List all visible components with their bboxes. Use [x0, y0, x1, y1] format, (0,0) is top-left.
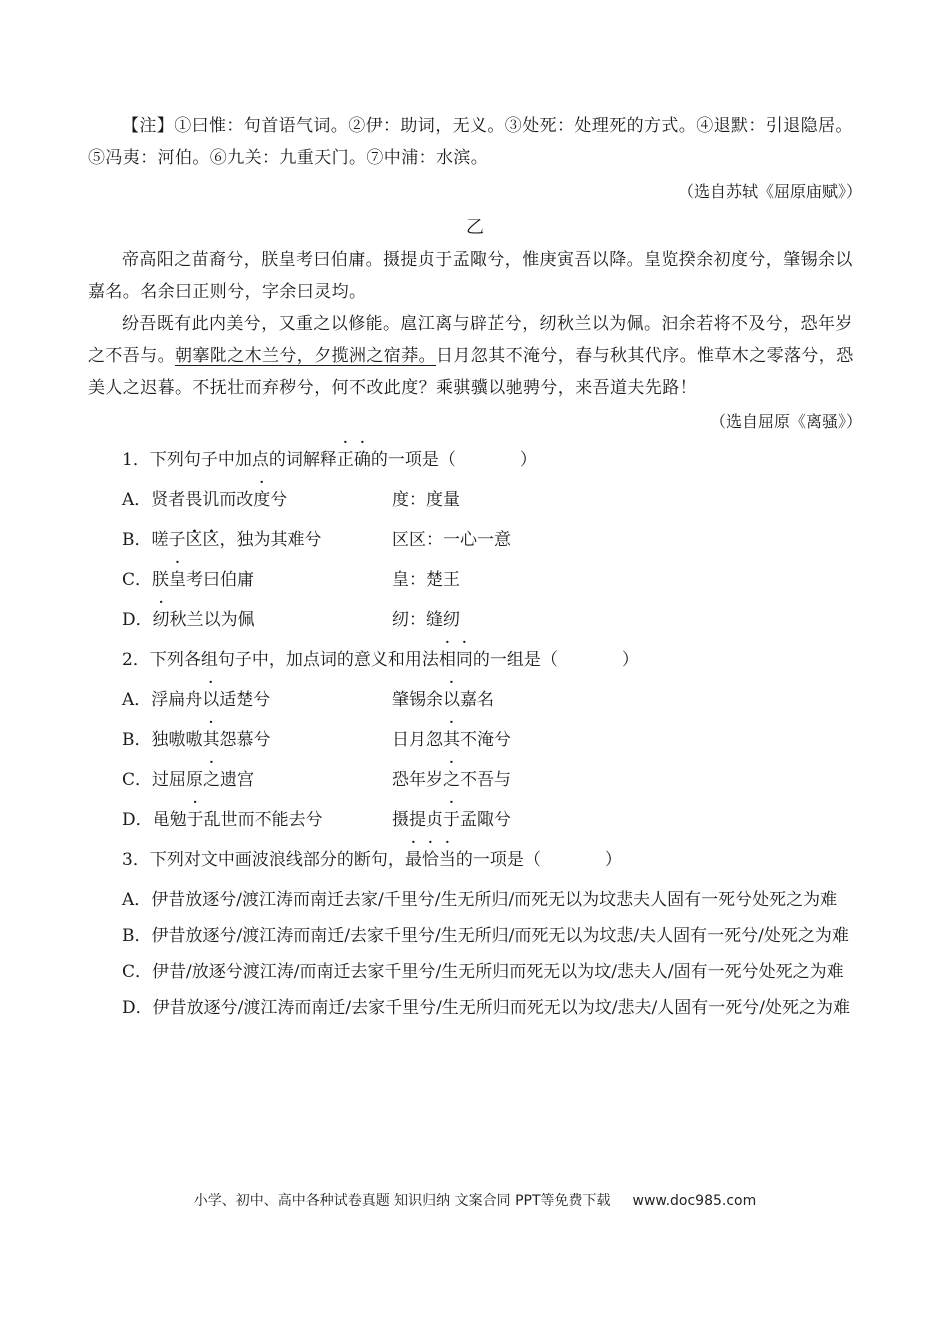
note-text: 【注】①曰惟：句首语气词。②伊：助词，无义。③处死：处理死的方式。④退默：引退隐居。⑤冯夷：河伯。⑥九关：九重天门。⑦中浦：水滨。 — [88, 116, 853, 168]
q3-option-a[interactable]: A．伊昔放逐兮/渡江涛而南迁去家/千里兮/生无所归/而死无以为坟悲夫人固有一死兮处死之为难 — [122, 890, 838, 910]
q1-option-b[interactable]: B．嗟子区区，独为其难兮 区区：一心一意 — [122, 530, 511, 550]
q3-dotted-char: 恰 — [421, 850, 439, 870]
q3-stem-text: 3．下列对文中画波浪线部分的断句， — [122, 850, 405, 870]
passage-paragraph-2 — [88, 308, 862, 404]
passage-source: （选自屈原《离骚》） — [709, 412, 862, 431]
q3-option-d[interactable]: D．伊昔放逐兮/渡江涛而南迁/去家千里兮/生无所归而死无以为坟/悲夫/人固有一死兮/处死之为难 — [122, 998, 850, 1018]
q2-option-a[interactable]: A．浮扁舟以适楚兮 肇锡余以嘉名 — [122, 690, 494, 710]
question-2-stem — [88, 640, 862, 680]
q2-stem-text: 2．下列各组句子中，加点词的意义和用法 — [122, 650, 439, 670]
q1-stem-text: 的一项是（ — [370, 450, 456, 470]
q2-stem-text: 的一组是（ — [472, 650, 558, 670]
passage-underlined-sentence: 朝搴阰之木兰兮，夕揽洲之宿莽。 — [175, 346, 436, 366]
footer-link[interactable]: www.doc985.com — [632, 1193, 757, 1209]
q2-stem-close: ） — [621, 650, 639, 670]
q2-option-d[interactable]: D．黾勉于乱世而不能去兮 摄提贞于孟陬兮 — [122, 810, 511, 830]
page-footer — [0, 1190, 950, 1210]
q3-option-c[interactable]: C．伊昔/放逐兮渡江涛/而南迁去家千里兮/生无所归而死无以为坟/悲夫人/固有一死兮处死之为难 — [122, 962, 844, 982]
document-page — [88, 110, 862, 1024]
q2-dotted-char: 相 — [438, 650, 456, 670]
passage-paragraph-1: 帝高阳之苗裔兮，朕皇考曰伯庸。摄提贞于孟陬兮，惟庚寅吾以降。皇览揆余初度兮，肇锡余以嘉名。名余曰正则兮，字余曰灵均。 — [88, 250, 853, 302]
footer-text: 小学、初中、高中各种试卷真题 知识归纳 文案合同 PPT等免费下载 — [193, 1193, 611, 1209]
q1-option-c[interactable]: C．朕皇考曰伯庸 皇：楚王 — [122, 570, 460, 590]
q3-stem-text: 的一项是（ — [455, 850, 541, 870]
q2-option-b[interactable]: B．独嗷嗷其怨慕兮 日月忽其不淹兮 — [122, 730, 511, 750]
q3-stem-close: ） — [604, 850, 622, 870]
q1-dotted-char: 确 — [353, 450, 371, 470]
q2-option-c[interactable]: C．过屈原之遗宫 恐年岁之不吾与 — [122, 770, 511, 790]
q1-option-d[interactable]: D．纫秋兰以为佩 纫：缝纫 — [122, 610, 460, 630]
question-1-stem — [88, 440, 862, 480]
q3-dotted-char: 最 — [404, 850, 422, 870]
dotted-word: 区区 — [185, 530, 220, 550]
section-title: 乙 — [466, 217, 484, 238]
q1-stem-text: 1．下列句子中加点的词解释 — [122, 450, 337, 470]
q1-option-a[interactable]: A．贤者畏讥而改度兮 度：度量 — [122, 490, 460, 510]
passage-p2-part-b: 日月忽其不淹兮，春与秋其代序。惟草木之零落兮，恐美人之迟暮。不抚壮而弃秽兮，何不改此度？乘骐骥以驰骋兮，来吾道夫先路！ — [88, 346, 854, 398]
q3-option-b[interactable]: B．伊昔放逐兮/渡江涛而南迁/去家千里兮/生无所归/而死无以为坟悲/夫人固有一死兮/处死之为难 — [122, 926, 849, 946]
note-source: （选自苏轼《屈原庙赋》） — [677, 182, 862, 201]
q3-dotted-char: 当 — [438, 850, 456, 870]
question-3-stem — [88, 840, 862, 880]
q1-dotted-char: 正 — [336, 450, 354, 470]
q1-stem-close: ） — [519, 450, 537, 470]
q2-dotted-char: 同 — [455, 650, 473, 670]
passage-p2-part-a: 纷吾既有此内美兮，又重之以修能。扈江离与辟芷兮，纫秋兰以为佩。汩余若将不及兮，恐年岁之不吾与。 — [88, 314, 853, 366]
